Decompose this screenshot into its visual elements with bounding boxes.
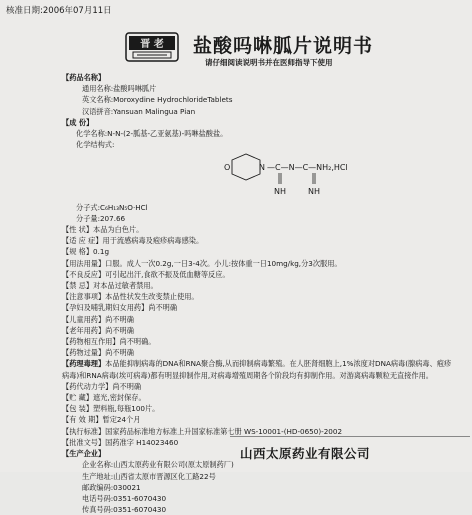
section-spec: 【规 格】0.1g — [62, 247, 110, 257]
structure-oxygen: O — [224, 163, 231, 173]
section-composition-header: 【成 份】 — [62, 117, 94, 127]
section-indication: 【适 应 症】用于流感病毒及疱疹病毒感染。 — [62, 236, 204, 246]
approval-label: 核准日期: — [6, 6, 43, 16]
section-pharmacokinetics: 【药代动力学】尚不明确 — [62, 381, 142, 391]
company-fax: 传真号码:0351-6070430 — [82, 505, 167, 515]
english-name: 英文名称:Moroxydine HydrochlorideTablets — [82, 95, 233, 105]
footer-divider — [230, 436, 470, 437]
pharmacology-header: 【药理毒理】 — [62, 359, 106, 369]
structure-nh-left: NH — [274, 187, 286, 197]
section-overdose: 【药物过量】尚不明确 — [62, 348, 134, 358]
logo-text: 晋 老 — [140, 39, 164, 50]
section-pregnancy: 【孕妇及哺乳期妇女用药】尚不明确 — [62, 303, 178, 313]
section-interaction: 【药物相互作用】尚不明确。 — [62, 337, 156, 347]
document-title: 盐酸吗啉胍片说明书 — [193, 35, 374, 57]
section-elderly: 【老年用药】尚不明确 — [62, 325, 134, 335]
molecular-weight: 分子量:207.66 — [76, 213, 126, 223]
pharmacology-text: 本品能抑制病毒的DNA和RNA聚合酶,从而抑制病毒繁殖。在人胚肾细胞上,1%浓度对DNA病毒(腺病毒、疱疹病毒)和RNA病毒(埃可病毒)都有明显抑制作用,对病毒增殖周期各个阶段均有抑制作用。对游离病毒颗粒无直接作用。 — [62, 359, 452, 380]
chemical-name: 化学名称:N-N-(2-胍基-乙亚氨基)-吗啉盐酸盐。 — [76, 129, 228, 139]
section-caution: 【注意事项】本品性状发生改变禁止使用。 — [62, 292, 199, 302]
structure-nh-right: NH — [308, 187, 320, 197]
section-storage: 【贮 藏】遮光,密封保存。 — [62, 393, 146, 403]
company-phone: 电话号码:0351-6070430 — [82, 493, 167, 503]
section-contraindication: 【禁 忌】对本品过敏者禁用。 — [62, 281, 158, 291]
structure-ring-nitrogen: N — [259, 163, 265, 173]
section-standard: 【执行标准】国家药品标准地方标准上升国家标准第七册 WS-10001-(HD-0650)-2002 — [62, 426, 343, 436]
pinyin-name: 汉语拼音:Yansuan Malingua Pian — [82, 106, 196, 116]
company-address: 生产地址:山西省太原市晋源区化工路22号 — [82, 471, 216, 481]
footer-company: 山西太原药业有限公司 — [240, 446, 371, 461]
structure-label: 化学结构式: — [76, 140, 115, 150]
section-usage: 【用法用量】口服。成人一次0.2g,一日3-4次。小儿:按体重一日10mg/kg,分3次服用。 — [62, 258, 342, 268]
approval-date — [6, 4, 112, 16]
brand-logo-icon — [125, 32, 179, 62]
chemical-structure — [222, 152, 422, 198]
generic-name: 通用名称:盐酸吗啉胍片 — [82, 84, 157, 94]
section-manufacturer-header: 【生产企业】 — [62, 449, 106, 459]
section-pharmacology — [62, 358, 457, 380]
approval-date-value: 2006年07月11日 — [42, 6, 112, 16]
section-package: 【包 装】塑料瓶,每瓶100片。 — [62, 404, 160, 414]
company-name: 企业名称:山西太原药业有限公司(原太原制药厂) — [82, 460, 234, 470]
section-children: 【儿童用药】尚不明确 — [62, 314, 134, 324]
section-adverse: 【不良反应】可引起出汗,食欲不振及低血糖等反应。 — [62, 269, 230, 279]
section-character: 【性 状】本品为白色片。 — [62, 225, 144, 235]
document-subtitle: 请仔细阅读说明书并在医师指导下使用 — [205, 58, 333, 67]
molecular-formula: 分子式:C₆H₁₃N₅O·HCl — [76, 202, 148, 212]
structure-chain: —C—N—C—NH₂,HCl — [267, 163, 348, 173]
company-postcode: 邮政编码:030021 — [82, 482, 141, 492]
section-name-header: 【药品名称】 — [62, 73, 106, 82]
section-validity: 【有 效 期】暂定24个月 — [62, 415, 141, 425]
section-approval-number: 【批准文号】国药准字 H14023460 — [62, 437, 179, 447]
